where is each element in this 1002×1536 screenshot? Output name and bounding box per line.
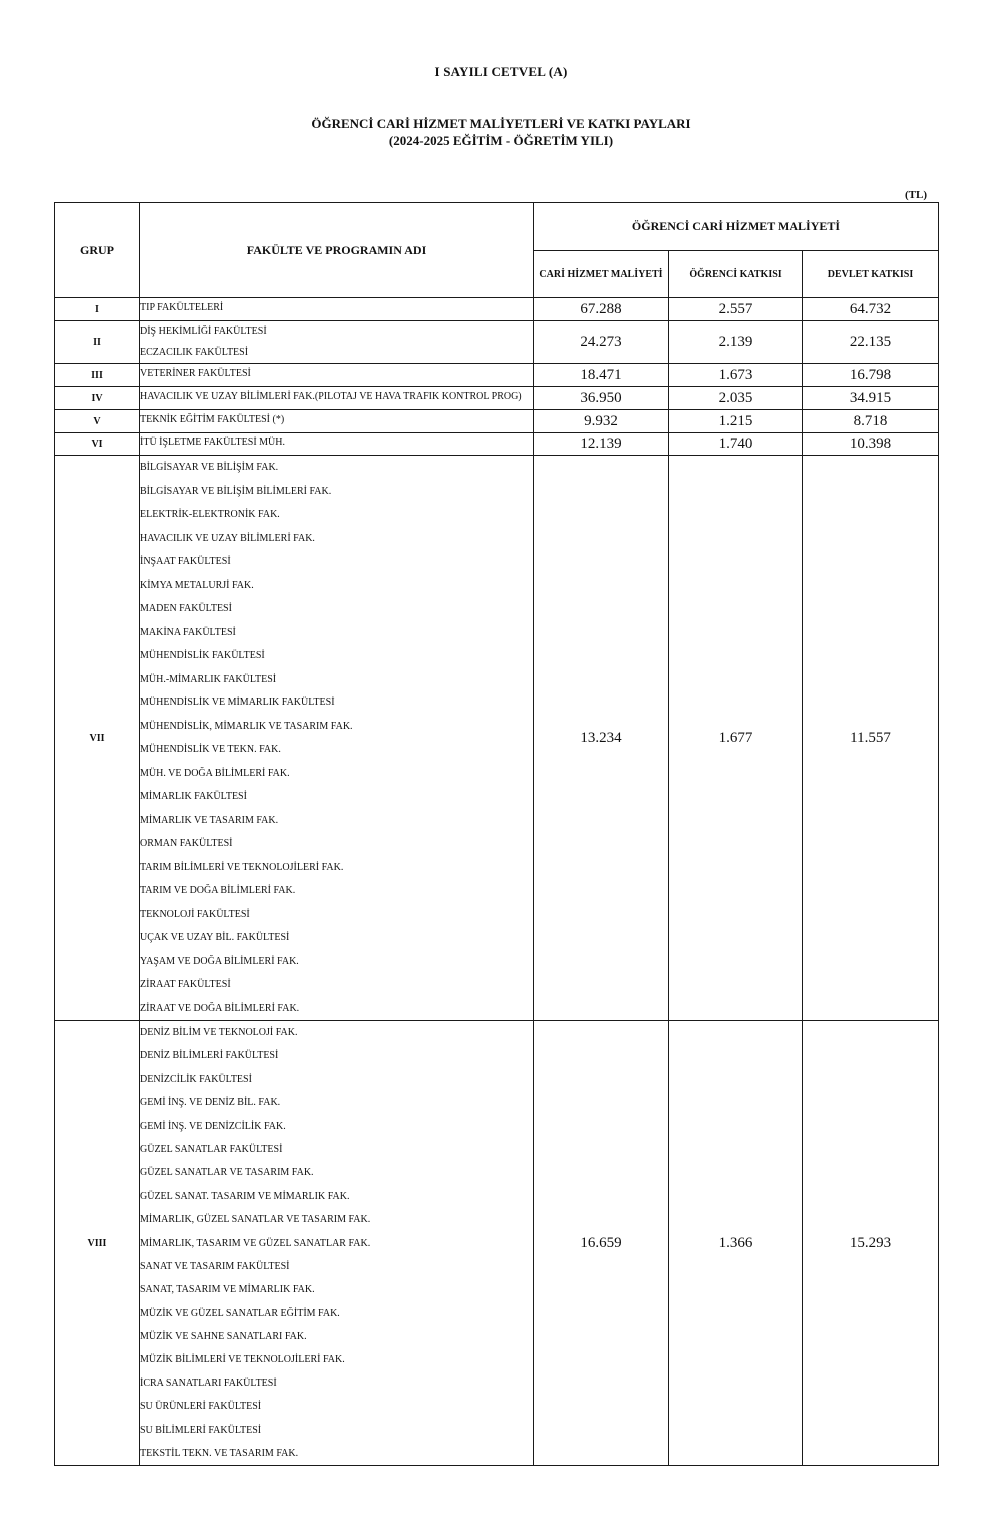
table-row — [55, 364, 939, 387]
faculty-name: İTÜ İŞLETME FAKÜLTESİ MÜH. — [140, 437, 285, 448]
devlet-katkisi-value: 64.732 — [803, 298, 939, 321]
cari-hizmet-maliyeti-value: 13.234 — [534, 456, 669, 1021]
faculty-name: MÜHENDİSLİK VE TEKN. FAK. — [140, 744, 281, 755]
table-row — [55, 1021, 939, 1466]
faculty-list — [140, 364, 534, 387]
faculty-name: TEKNOLOJİ FAKÜLTESİ — [140, 908, 250, 920]
cost-table — [54, 202, 939, 1466]
cari-hizmet-maliyeti-value: 67.288 — [534, 298, 669, 321]
faculty-name: DENİZCİLİK FAKÜLTESİ — [140, 1073, 252, 1085]
ogrenci-katkisi-value: 1.215 — [669, 410, 803, 433]
devlet-katkisi-value: 11.557 — [803, 456, 939, 1021]
faculty-name: MÜZİK VE GÜZEL SANATLAR EĞİTİM FAK. — [140, 1307, 340, 1319]
faculty-name: ELEKTRİK-ELEKTRONİK FAK. — [140, 509, 280, 520]
table-row — [55, 321, 939, 364]
faculty-list — [140, 410, 534, 433]
faculty-list — [140, 456, 534, 1021]
group-number: VI — [55, 433, 140, 456]
group-number: IV — [55, 387, 140, 410]
faculty-name: HAVACILIK VE UZAY BİLİMLERİ FAK.(PILOTAJ VE HAVA TRAFIK KONTROL PROG) — [140, 391, 522, 402]
faculty-name: MADEN FAKÜLTESİ — [140, 603, 232, 614]
faculty-name: MİMARLIK VE TASARIM FAK. — [140, 814, 279, 826]
group-number: III — [55, 364, 140, 387]
ogrenci-katkisi-value: 1.740 — [669, 433, 803, 456]
devlet-katkisi-value: 22.135 — [803, 321, 939, 364]
faculty-name: MÜHENDİSLİK VE MİMARLIK FAKÜLTESİ — [140, 697, 335, 708]
faculty-name: BİLGİSAYAR VE BİLİŞİM FAK. — [140, 462, 279, 473]
group-number: VII — [55, 456, 140, 1021]
faculty-name: ZİRAAT VE DOĞA BİLİMLERİ FAK. — [140, 1002, 300, 1014]
devlet-katkisi-value: 16.798 — [803, 364, 939, 387]
faculty-name: MİMARLIK, GÜZEL SANATLAR VE TASARIM FAK. — [140, 1214, 371, 1226]
faculty-list — [140, 298, 534, 321]
faculty-list — [140, 433, 534, 456]
faculty-name: MÜH. VE DOĞA BİLİMLERİ FAK. — [140, 767, 290, 779]
faculty-name: İCRA SANATLARI FAKÜLTESİ — [140, 1377, 277, 1389]
academic-year: (2024-2025 EĞİTİM - ÖĞRETİM YILI) — [388, 133, 614, 148]
header-grup: GRUP — [55, 203, 140, 298]
table-row — [55, 456, 939, 1021]
faculty-name: TIP FAKÜLTELERİ — [140, 302, 224, 313]
faculty-name: SU ÜRÜNLERİ FAKÜLTESİ — [140, 1401, 262, 1413]
devlet-katkisi-value: 34.915 — [803, 387, 939, 410]
faculty-name: MÜHENDİSLİK FAKÜLTESİ — [140, 650, 265, 661]
faculty-name: GÜZEL SANAT. TASARIM VE MİMARLIK FAK. — [140, 1190, 350, 1202]
table-row — [55, 298, 939, 321]
group-number: V — [55, 410, 140, 433]
faculty-name: UÇAK VE UZAY BİL. FAKÜLTESİ — [140, 932, 290, 943]
faculty-name: SANAT VE TASARIM FAKÜLTESİ — [140, 1260, 290, 1272]
ogrenci-katkisi-value: 1.677 — [669, 456, 803, 1021]
table-body — [55, 298, 939, 1466]
devlet-katkisi-value: 8.718 — [803, 410, 939, 433]
ogrenci-katkisi-value: 1.366 — [669, 1021, 803, 1466]
faculty-name: SANAT, TASARIM VE MİMARLIK FAK. — [140, 1284, 315, 1296]
cari-hizmet-maliyeti-value: 16.659 — [534, 1021, 669, 1466]
group-number: II — [55, 321, 140, 364]
group-number: VIII — [55, 1021, 140, 1466]
faculty-name: TEKSTİL TEKN. VE TASARIM FAK. — [140, 1448, 299, 1460]
faculty-name: MAKİNA FAKÜLTESİ — [140, 626, 236, 638]
header-cost-group: ÖĞRENCİ CARİ HİZMET MALİYETİ — [534, 203, 939, 251]
header-devlet-katkisi: DEVLET KATKISI — [803, 251, 939, 298]
header-fakulte: FAKÜLTE VE PROGRAMIN ADI — [140, 203, 534, 298]
ogrenci-katkisi-value: 2.557 — [669, 298, 803, 321]
faculty-list — [140, 1021, 534, 1466]
devlet-katkisi-value: 10.398 — [803, 433, 939, 456]
cari-hizmet-maliyeti-value: 9.932 — [534, 410, 669, 433]
faculty-name: MÜHENDİSLİK, MİMARLIK VE TASARIM FAK. — [140, 720, 353, 732]
group-number: I — [55, 298, 140, 321]
faculty-name: ORMAN FAKÜLTESİ — [140, 838, 233, 849]
header-ogrenci-katkisi: ÖĞRENCİ KATKISI — [669, 251, 803, 298]
faculty-list — [140, 321, 534, 364]
faculty-name: DİŞ HEKİMLİĞİ FAKÜLTESİ — [140, 326, 267, 337]
faculty-name: SU BİLİMLERİ FAKÜLTESİ — [140, 1424, 262, 1436]
faculty-name: GEMİ İNŞ. VE DENİZ BİL. FAK. — [140, 1097, 281, 1109]
faculty-name: YAŞAM VE DOĞA BİLİMLERİ FAK. — [140, 955, 299, 967]
faculty-name: GÜZEL SANATLAR FAKÜLTESİ — [140, 1143, 283, 1155]
faculty-name: DENİZ BİLİM VE TEKNOLOJİ FAK. — [140, 1027, 298, 1038]
ogrenci-katkisi-value: 2.139 — [669, 321, 803, 364]
faculty-name: İNŞAAT FAKÜLTESİ — [140, 556, 231, 567]
faculty-name: HAVACILIK VE UZAY BİLİMLERİ FAK. — [140, 532, 315, 544]
header-cari-maliyet: CARİ HİZMET MALİYETİ — [534, 251, 669, 298]
devlet-katkisi-value: 15.293 — [803, 1021, 939, 1466]
ogrenci-katkisi-value: 1.673 — [669, 364, 803, 387]
faculty-name: MÜH.-MİMARLIK FAKÜLTESİ — [140, 673, 277, 685]
faculty-list — [140, 387, 534, 410]
faculty-name: TARIM VE DOĞA BİLİMLERİ FAK. — [140, 885, 296, 896]
cari-hizmet-maliyeti-value: 12.139 — [534, 433, 669, 456]
cari-hizmet-maliyeti-value: 24.273 — [534, 321, 669, 364]
faculty-name: ZİRAAT FAKÜLTESİ — [140, 979, 231, 990]
faculty-name: TARIM BİLİMLERİ VE TEKNOLOJİLERİ FAK. — [140, 861, 344, 873]
document-title: I SAYILI CETVEL (A) — [434, 64, 568, 79]
faculty-name: DENİZ BİLİMLERİ FAKÜLTESİ — [140, 1050, 279, 1062]
cari-hizmet-maliyeti-value: 18.471 — [534, 364, 669, 387]
document-subtitle: ÖĞRENCİ CARİ HİZMET MALİYETLERİ VE KATKI PAYLARI — [311, 116, 691, 131]
table-row — [55, 433, 939, 456]
faculty-name: GEMİ İNŞ. VE DENİZCİLİK FAK. — [140, 1120, 286, 1132]
ogrenci-katkisi-value: 2.035 — [669, 387, 803, 410]
faculty-name: MÜZİK BİLİMLERİ VE TEKNOLOJİLERİ FAK. — [140, 1354, 345, 1366]
currency-unit: (TL) — [905, 189, 927, 201]
faculty-name: MİMARLIK, TASARIM VE GÜZEL SANATLAR FAK. — [140, 1237, 371, 1249]
faculty-name: VETERİNER FAKÜLTESİ — [140, 368, 251, 379]
table-row — [55, 387, 939, 410]
faculty-name: MİMARLIK FAKÜLTESİ — [140, 791, 247, 802]
cari-hizmet-maliyeti-value: 36.950 — [534, 387, 669, 410]
faculty-name: ECZACILIK FAKÜLTESİ — [140, 347, 249, 358]
faculty-name: GÜZEL SANATLAR VE TASARIM FAK. — [140, 1167, 314, 1179]
faculty-name: BİLGİSAYAR VE BİLİŞİM BİLİMLERİ FAK. — [140, 485, 332, 497]
faculty-name: TEKNİK EĞİTİM FAKÜLTESİ (*) — [140, 414, 285, 425]
table-row — [55, 410, 939, 433]
faculty-name: MÜZİK VE SAHNE SANATLARI FAK. — [140, 1331, 307, 1343]
faculty-name: KİMYA METALURJİ FAK. — [140, 579, 254, 591]
